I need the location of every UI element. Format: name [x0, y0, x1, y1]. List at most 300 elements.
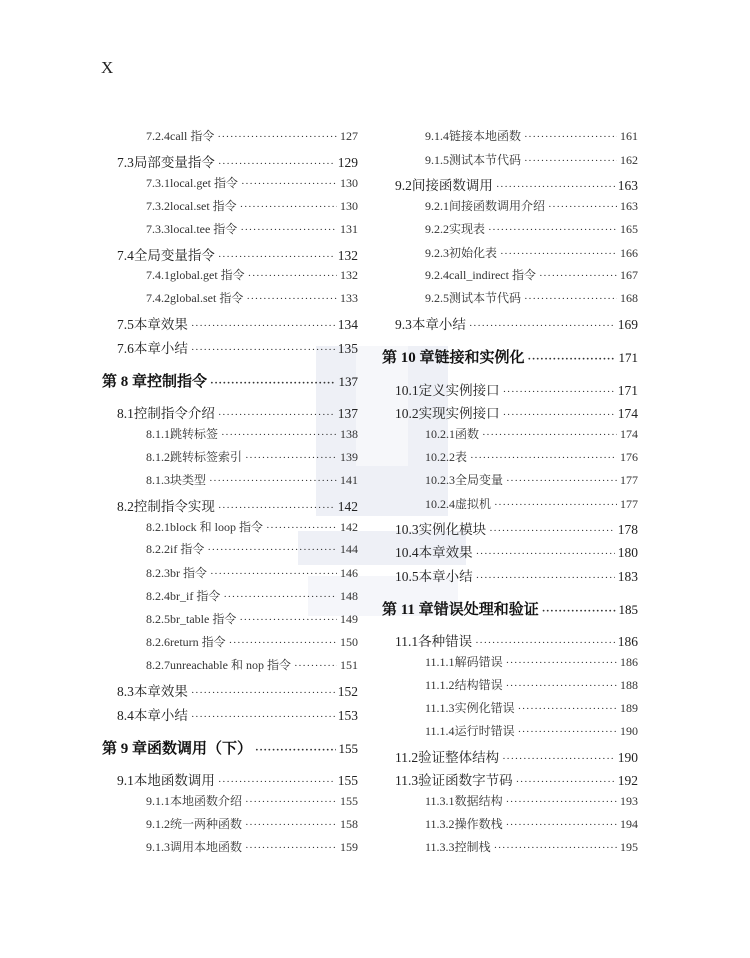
toc-entry-title: 本章小结 [133, 341, 188, 356]
toc-entry-number: 11.1.2 [425, 678, 455, 692]
toc-entry-page: 180 [617, 545, 638, 560]
toc-entry-page: 195 [620, 840, 638, 854]
toc-entry-title: 解码错误 [454, 655, 503, 669]
toc-entry-sub[interactable] [146, 471, 358, 488]
toc-entry-number: 8.1.2 [146, 450, 170, 464]
toc-entry-title: 函数调用（下） [147, 741, 253, 757]
toc-entry-number: 10.2.4 [425, 497, 455, 511]
toc-entry-number: 10.2 [395, 406, 419, 421]
toc-entry-page: 155 [338, 741, 358, 756]
toc-entry-sub[interactable] [146, 587, 358, 604]
toc-entry-title: 结构错误 [454, 678, 503, 692]
dot-leader [210, 569, 337, 580]
toc-entry-page: 141 [340, 473, 358, 487]
toc-entry-page: 132 [337, 248, 358, 263]
toc-entry-number: 7.4 [117, 248, 134, 263]
toc-entry-title: global.get 指令 [170, 268, 245, 282]
toc-entry-sub[interactable] [146, 448, 358, 465]
dot-leader [524, 132, 617, 143]
toc-entry-page: 177 [620, 473, 638, 487]
toc-entry-title: 函数 [455, 427, 480, 441]
dot-leader [241, 179, 337, 190]
toc-entry-number: 第 10 章 [382, 350, 435, 366]
toc-entry-title: 本地函数介绍 [170, 794, 243, 808]
toc-entry-title: 调用本地函数 [170, 840, 243, 854]
toc-entry-number: 8.2.7 [146, 658, 170, 672]
toc-entry-number: 7.3.1 [146, 176, 170, 190]
toc-entry-page: 138 [340, 427, 358, 441]
toc-entry-sub[interactable] [425, 699, 638, 716]
toc-entry-sub[interactable] [146, 656, 358, 673]
toc-entry-title: local.tee 指令 [170, 222, 238, 236]
dot-leader [248, 271, 337, 282]
toc-entry-sub[interactable] [425, 676, 638, 693]
toc-entry-page: 165 [620, 222, 638, 236]
toc-entry-page: 176 [620, 450, 638, 464]
toc-entry-number: 9.1.5 [425, 153, 449, 167]
dot-leader [494, 843, 617, 854]
toc-entry-title: block 和 loop 指令 [170, 520, 263, 534]
toc-entry-title: local.set 指令 [170, 199, 237, 213]
dot-leader [542, 606, 616, 617]
toc-entry-title: 验证函数字节码 [418, 773, 513, 788]
toc-entry-sub[interactable] [425, 289, 638, 306]
toc-entry-page: 166 [620, 246, 638, 260]
toc-entry-number: 9.2 [395, 178, 412, 193]
toc-entry-page: 186 [617, 634, 638, 649]
dot-leader [229, 638, 337, 649]
toc-entry-number: 8.2.4 [146, 589, 170, 603]
toc-entry-sub[interactable] [146, 792, 358, 809]
dot-leader [489, 526, 615, 537]
toc-entry-sub[interactable] [146, 540, 358, 557]
toc-entry-title: 间接函数调用 [411, 178, 493, 193]
toc-entry-title: 控制指令 [147, 374, 208, 390]
toc-entry-sub[interactable] [425, 448, 638, 465]
toc-entry-sub[interactable] [146, 266, 358, 283]
toc-entry-number: 10.5 [395, 569, 419, 584]
toc-entry-number: 9.1.2 [146, 817, 170, 831]
toc-entry-page: 146 [340, 566, 358, 580]
toc-entry-page: 190 [620, 724, 638, 738]
dot-leader [209, 476, 337, 487]
toc-entry-section[interactable] [395, 379, 638, 399]
toc-entry-page: 153 [337, 708, 358, 723]
dot-leader [266, 523, 337, 534]
toc-entry-number: 8.2.2 [146, 542, 170, 556]
toc-entry-number: 9.3 [395, 317, 412, 332]
toc-entry-page: 171 [617, 383, 638, 398]
toc-entry-page: 161 [620, 129, 638, 143]
toc-entry-number: 7.6 [117, 341, 134, 356]
toc-entry-page: 168 [620, 291, 638, 305]
toc-entry-number: 8.1 [117, 406, 134, 421]
toc-entry-page: 174 [617, 406, 638, 421]
toc-entry-title: 全局变量指令 [133, 248, 215, 263]
toc-entry-page: 132 [340, 268, 358, 282]
toc-entry-title: 操作数栈 [454, 817, 503, 831]
toc-entry-sub[interactable] [425, 127, 638, 144]
toc-entry-page: 127 [340, 129, 358, 143]
dot-leader [503, 410, 615, 421]
toc-entry-number: 9.2.2 [425, 222, 449, 236]
toc-entry-number: 11.1.3 [425, 701, 455, 715]
toc-entry-number: 10.2.1 [425, 427, 455, 441]
toc-entry-number: 8.1.1 [146, 427, 170, 441]
toc-entry-number: 7.4.2 [146, 291, 170, 305]
toc-entry-number: 7.3 [117, 155, 134, 170]
toc-entry-section[interactable] [117, 769, 358, 789]
dot-leader [524, 294, 617, 305]
dot-leader [506, 820, 617, 831]
toc-entry-title: 实现表 [449, 222, 486, 236]
toc-entry-number: 9.2.3 [425, 246, 449, 260]
toc-entry-number: 11.2 [395, 750, 419, 765]
toc-entry-page: 158 [340, 817, 358, 831]
toc-entry-page: 155 [337, 773, 358, 788]
toc-entry-number: 8.2.6 [146, 635, 170, 649]
toc-entry-sub[interactable] [146, 289, 358, 306]
dot-leader [240, 202, 337, 213]
toc-entry-page: 137 [338, 374, 358, 389]
dot-leader [191, 321, 335, 332]
toc-entry-number: 7.3.2 [146, 199, 170, 213]
toc-entry-section[interactable] [395, 313, 638, 333]
dot-leader [191, 345, 335, 356]
dot-leader [294, 661, 337, 672]
toc-entry-title: 错误处理和验证 [433, 602, 539, 618]
toc-entry-title: 各种错误 [418, 634, 473, 649]
toc-entry-number: 7.2.4 [146, 129, 170, 143]
toc-entry-page: 142 [340, 520, 358, 534]
toc-entry-number: 9.2.4 [425, 268, 449, 282]
toc-entry-section[interactable] [117, 680, 358, 700]
toc-entry-sub[interactable] [425, 792, 638, 809]
dot-leader [210, 378, 335, 389]
toc-entry-page: 139 [340, 450, 358, 464]
toc-entry-sub[interactable] [425, 244, 638, 261]
dot-leader [503, 387, 615, 398]
toc-entry-number: 11.1.1 [425, 655, 455, 669]
toc-entry-title: local.get 指令 [170, 176, 238, 190]
toc-entry-page: 185 [618, 602, 638, 617]
toc-entry-title: 测试本节代码 [449, 153, 522, 167]
toc-entry-section[interactable] [395, 174, 638, 194]
toc-entry-number: 11.3.2 [425, 817, 455, 831]
toc-entry-sub[interactable] [146, 197, 358, 214]
toc-entry-number: 第 11 章 [382, 602, 434, 618]
toc-entry-sub[interactable] [425, 495, 638, 512]
toc-entry-sub[interactable] [146, 425, 358, 442]
toc-entry-number: 8.2.3 [146, 566, 170, 580]
toc-entry-page: 194 [620, 817, 638, 831]
toc-entry-page: 189 [620, 701, 638, 715]
toc-entry-page: 192 [617, 773, 638, 788]
toc-entry-sub[interactable] [146, 610, 358, 627]
toc-entry-title: 实例化模块 [418, 522, 487, 537]
toc-entry-chapter[interactable] [382, 346, 638, 367]
toc-entry-number: 11.3.1 [425, 794, 455, 808]
toc-entry-title: 本章效果 [133, 684, 188, 699]
toc-entry-title: 数据结构 [454, 794, 503, 808]
dot-leader [524, 156, 617, 167]
toc-entry-section[interactable] [117, 402, 358, 422]
toc-entry-number: 10.3 [395, 522, 419, 537]
toc-entry-sub[interactable] [425, 653, 638, 670]
toc-entry-page: 169 [617, 317, 638, 332]
toc-entry-sub[interactable] [146, 633, 358, 650]
dot-leader [475, 638, 615, 649]
toc-entry-sub[interactable] [146, 174, 358, 191]
toc-entry-page: 163 [620, 199, 638, 213]
dot-leader [246, 294, 337, 305]
dot-leader [548, 202, 617, 213]
toc-entry-number: 7.3.3 [146, 222, 170, 236]
toc-entry-title: 表 [455, 450, 468, 464]
dot-leader [518, 704, 617, 715]
toc-entry-title: 验证整体结构 [418, 750, 500, 765]
toc-entry-number: 8.3 [117, 684, 134, 699]
toc-entry-title: 链接本地函数 [449, 129, 522, 143]
toc-entry-page: 177 [620, 497, 638, 511]
dot-leader [239, 615, 337, 626]
dot-leader [245, 797, 337, 808]
toc-entry-title: 定义实例接口 [418, 383, 500, 398]
dot-leader [506, 476, 617, 487]
toc-entry-number: 9.2.5 [425, 291, 449, 305]
toc-entry-section[interactable] [395, 746, 638, 766]
toc-entry-title: 运行时错误 [454, 724, 515, 738]
toc-entry-page: 150 [340, 635, 358, 649]
toc-entry-number: 11.1 [395, 634, 419, 649]
toc-entry-number: 第 8 章 [102, 374, 148, 390]
dot-leader [218, 410, 335, 421]
toc-entry-number: 10.4 [395, 545, 419, 560]
toc-entry-title: global.set 指令 [170, 291, 244, 305]
toc-entry-page: 159 [340, 840, 358, 854]
toc-entry-section[interactable] [117, 151, 358, 171]
toc-entry-page: 186 [620, 655, 638, 669]
toc-entry-page: 135 [337, 341, 358, 356]
toc-entry-title: return 指令 [170, 635, 226, 649]
dot-leader [469, 321, 615, 332]
toc-entry-section[interactable] [117, 704, 358, 724]
toc-entry-sub[interactable] [146, 564, 358, 581]
dot-leader [470, 453, 617, 464]
toc-entry-number: 8.4 [117, 708, 134, 723]
toc-entry-page: 137 [337, 406, 358, 421]
toc-entry-sub[interactable] [425, 815, 638, 832]
toc-entry-title: 统一两种函数 [170, 817, 243, 831]
toc-entry-title: 本章小结 [411, 317, 466, 332]
toc-entry-number: 10.2.2 [425, 450, 455, 464]
toc-entry-section[interactable] [117, 313, 358, 333]
toc-entry-page: 193 [620, 794, 638, 808]
dot-leader [502, 754, 615, 765]
toc-entry-number: 9.2.1 [425, 199, 449, 213]
toc-entry-page: 130 [340, 176, 358, 190]
toc-entry-page: 167 [620, 268, 638, 282]
toc-entry-title: 间接函数调用介绍 [449, 199, 546, 213]
toc-entry-title: 控制栈 [454, 840, 491, 854]
toc-entry-title: 局部变量指令 [133, 155, 215, 170]
dot-leader [476, 573, 615, 584]
toc-entry-section[interactable] [395, 769, 638, 789]
toc-entry-title: 本章效果 [133, 317, 188, 332]
dot-leader [476, 549, 615, 560]
dot-leader [221, 430, 337, 441]
toc-entry-title: unreachable 和 nop 指令 [170, 658, 291, 672]
dot-leader [245, 843, 337, 854]
dot-leader [506, 797, 617, 808]
toc-entry-sub[interactable] [425, 197, 638, 214]
toc-entry-page: 155 [340, 794, 358, 808]
page-number: X [101, 58, 114, 77]
toc-entry-section[interactable] [117, 244, 358, 264]
dot-leader [245, 453, 337, 464]
toc-entry-sub[interactable] [425, 220, 638, 237]
dot-leader [218, 503, 335, 514]
toc-entry-number: 11.3.3 [425, 840, 455, 854]
toc-entry-page: 190 [617, 750, 638, 765]
toc-entry-page: 183 [617, 569, 638, 584]
toc-entry-chapter[interactable] [382, 598, 638, 619]
toc-entry-title: 全局变量 [455, 473, 504, 487]
toc-entry-page: 174 [620, 427, 638, 441]
dot-leader [245, 820, 337, 831]
toc-entry-section[interactable] [117, 495, 358, 515]
toc-entry-title: br_table 指令 [170, 612, 237, 626]
toc-entry-page: 151 [340, 658, 358, 672]
toc-entry-chapter[interactable] [102, 370, 358, 391]
toc-entry-section[interactable] [395, 630, 638, 650]
dot-leader [494, 500, 617, 511]
dot-leader [506, 681, 617, 692]
toc-entry-sub[interactable] [146, 127, 358, 144]
dot-leader [218, 159, 335, 170]
toc-entry-title: 链接和实例化 [434, 350, 525, 366]
toc-entry-number: 10.1 [395, 383, 419, 398]
toc-entry-sub[interactable] [425, 151, 638, 168]
dot-leader [539, 271, 617, 282]
toc-entry-title: br_if 指令 [170, 589, 221, 603]
toc-entry-number: 9.1 [117, 773, 134, 788]
dot-leader [191, 712, 335, 723]
toc-entry-number: 7.4.1 [146, 268, 170, 282]
dot-leader [500, 249, 617, 260]
toc-entry-number: 9.1.4 [425, 129, 449, 143]
dot-leader [218, 777, 335, 788]
toc-entry-section[interactable] [395, 565, 638, 585]
toc-entry-page: 148 [340, 589, 358, 603]
dot-leader [516, 777, 615, 788]
toc-entry-page: 129 [337, 155, 358, 170]
toc-entry-title: if 指令 [170, 542, 205, 556]
dot-leader [496, 182, 615, 193]
toc-entry-number: 10.2.3 [425, 473, 455, 487]
toc-entry-number: 9.1.3 [146, 840, 170, 854]
toc-entry-section[interactable] [395, 541, 638, 561]
toc-entry-title: 本章小结 [133, 708, 188, 723]
toc-entry-sub[interactable] [425, 425, 638, 442]
toc-entry-title: 控制指令实现 [133, 499, 215, 514]
toc-entry-page: 131 [340, 222, 358, 236]
toc-entry-title: call 指令 [170, 129, 215, 143]
toc-entry-sub[interactable] [146, 815, 358, 832]
dot-leader [191, 688, 335, 699]
toc-entry-page: 152 [337, 684, 358, 699]
toc-entry-number: 11.1.4 [425, 724, 455, 738]
toc-entry-section[interactable] [117, 337, 358, 357]
toc-entry-section[interactable] [395, 518, 638, 538]
dot-leader [207, 545, 337, 556]
dot-leader [488, 225, 617, 236]
toc-entry-title: call_indirect 指令 [449, 268, 536, 282]
dot-leader [223, 592, 337, 603]
toc-entry-sub[interactable] [425, 838, 638, 855]
dot-leader [255, 745, 335, 756]
toc-entry-title: 实现实例接口 [418, 406, 500, 421]
toc-entry-number: 11.3 [395, 773, 419, 788]
toc-entry-chapter[interactable] [102, 737, 358, 758]
toc-entry-title: 虚拟机 [455, 497, 492, 511]
toc-entry-sub[interactable] [146, 518, 358, 535]
toc-entry-page: 178 [617, 522, 638, 537]
toc-entry-number: 8.2.5 [146, 612, 170, 626]
dot-leader [482, 430, 617, 441]
dot-leader [217, 132, 337, 143]
toc-entry-title: 初始化表 [449, 246, 498, 260]
toc-entry-title: 控制指令介绍 [133, 406, 215, 421]
toc-entry-page: 171 [618, 350, 638, 365]
toc-entry-page: 188 [620, 678, 638, 692]
toc-entry-title: 本章效果 [418, 545, 473, 560]
dot-leader [518, 727, 617, 738]
toc-entry-page: 142 [337, 499, 358, 514]
toc-entry-page: 149 [340, 612, 358, 626]
toc-entry-sub[interactable] [425, 266, 638, 283]
toc-entry-page: 130 [340, 199, 358, 213]
dot-leader [240, 225, 337, 236]
dot-leader [218, 252, 335, 263]
toc-entry-page: 133 [340, 291, 358, 305]
toc-entry-sub[interactable] [146, 838, 358, 855]
toc-entry-page: 144 [340, 542, 358, 556]
toc-entry-page: 134 [337, 317, 358, 332]
toc-entry-title: 实例化错误 [454, 701, 515, 715]
toc-entry-number: 8.1.3 [146, 473, 170, 487]
dot-leader [528, 354, 616, 365]
toc-entry-number: 8.2 [117, 499, 134, 514]
toc-entry-number: 8.2.1 [146, 520, 170, 534]
toc-entry-title: 本章小结 [418, 569, 473, 584]
toc-entry-title: 本地函数调用 [133, 773, 215, 788]
toc-entry-page: 162 [620, 153, 638, 167]
toc-entry-number: 9.1.1 [146, 794, 170, 808]
toc-entry-title: 跳转标签 [170, 427, 219, 441]
toc-entry-page: 163 [617, 178, 638, 193]
toc-entry-title: 跳转标签索引 [170, 450, 243, 464]
toc-entry-sub[interactable] [146, 220, 358, 237]
toc-entry-section[interactable] [395, 402, 638, 422]
toc-entry-title: 测试本节代码 [449, 291, 522, 305]
dot-leader [506, 658, 617, 669]
toc-entry-number: 第 9 章 [102, 741, 148, 757]
toc-entry-sub[interactable] [425, 722, 638, 739]
toc-entry-number: 7.5 [117, 317, 134, 332]
toc-entry-sub[interactable] [425, 471, 638, 488]
toc-entry-title: 块类型 [170, 473, 207, 487]
